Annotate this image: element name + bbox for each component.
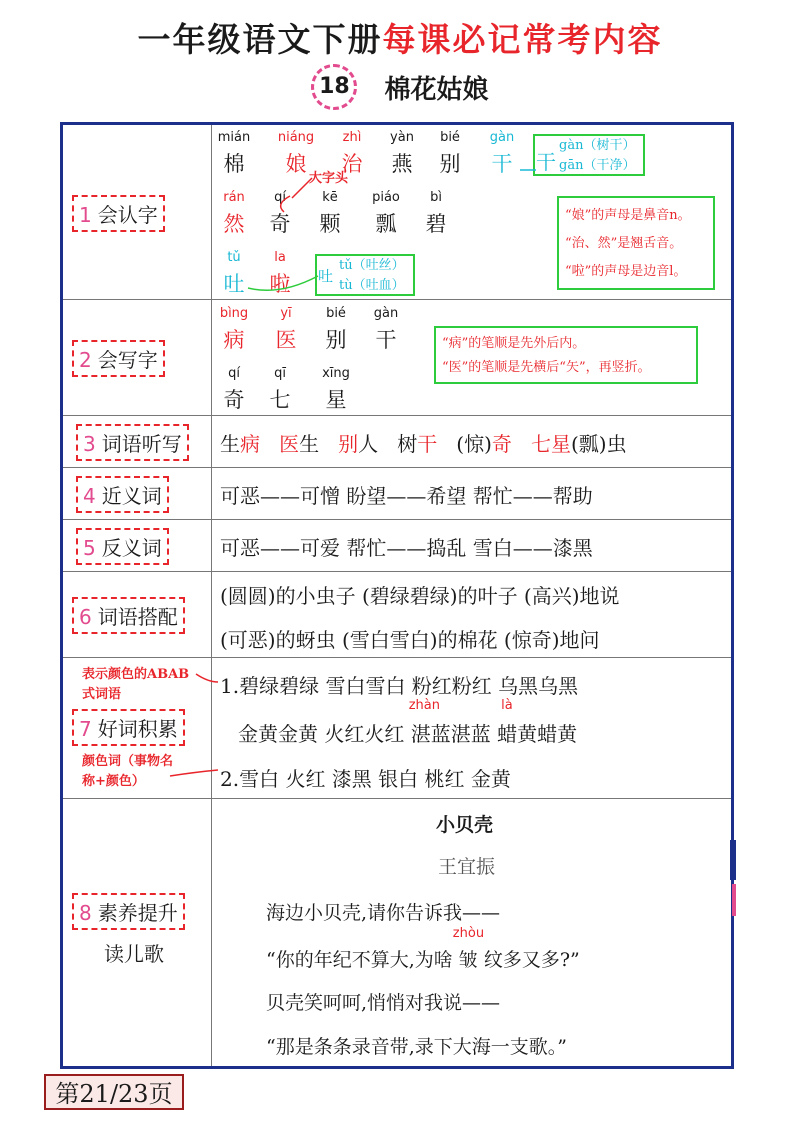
dictation-word: 别 — [338, 432, 359, 456]
gan-brace-char: 干 — [536, 150, 556, 174]
char-病: bìng 病 — [219, 306, 249, 352]
qi-annotation: 大字头 — [309, 171, 349, 186]
good-words-line-1: 1.碧绿碧绿 雪白雪白 粉红粉红 乌黑乌黑 — [220, 674, 579, 698]
char-啦: la 啦 — [269, 250, 291, 296]
zhan-pinyin: zhàn — [408, 698, 440, 713]
section-2-notes: “病”的笔顺是先外后内。 “医”的笔顺是先横后“矢”，再竖折。 — [434, 326, 698, 384]
char-然: rán 然 — [223, 190, 245, 236]
char-娘: niáng 娘 — [277, 130, 315, 176]
poem-title: 小贝壳 — [436, 814, 494, 836]
good-words-line-3: 2.雪白 火红 漆黑 银白 桃红 金黄 — [220, 767, 511, 791]
char-治: zhì 治 — [341, 130, 363, 176]
dictation-word: 生 — [299, 432, 339, 456]
char-奇: qí 奇 — [223, 366, 245, 412]
dictation-word: 干 — [417, 432, 438, 456]
char-碧: bì 碧 — [425, 190, 447, 236]
poem-line-3: 贝壳笑呵呵,悄悄对我说—— — [266, 992, 501, 1014]
zhou-pinyin: zhòu — [452, 926, 485, 941]
char-瓢: piáo 瓢 — [372, 190, 400, 236]
char-颗: kē 颗 — [319, 190, 341, 236]
char-别: bié 别 — [439, 130, 461, 176]
dictation-word: (惊) — [437, 432, 492, 456]
poem-author: 王宜振 — [438, 856, 496, 878]
section-label-2: 2 会写字 — [72, 340, 165, 377]
collocation-line-2: (可恶)的蚜虫 (雪白雪白)的棉花 (惊奇)地问 — [220, 628, 600, 652]
good-words-line-2: 金黄金黄 火红火红 zhàn 湛蓝湛蓝 là 蜡黄蜡黄 — [238, 698, 578, 746]
la-pinyin: là — [501, 698, 513, 713]
char-燕: yàn 燕 — [390, 130, 414, 176]
char-奇: qí 奇 — [269, 190, 291, 236]
edge-mark — [726, 840, 740, 920]
dictation-word: 人 树 — [358, 432, 418, 456]
section-label-4: 4 近义词 — [76, 476, 169, 513]
synonyms: 可恶——可憎 盼望——希望 帮忙——帮助 — [220, 484, 593, 508]
gan-pronunciation-box: gàn（树干） gān（干净） — [533, 134, 645, 176]
dictation-word: 生 — [220, 432, 240, 456]
char-别: bié 别 — [325, 306, 347, 352]
char-吐: tǔ 吐 — [223, 250, 245, 296]
lesson-number: 18 — [311, 64, 357, 110]
title-red: 每课必记常考内容 — [382, 20, 663, 59]
section-label-1: 1 会认字 — [72, 195, 165, 232]
antonyms: 可恶——可爱 帮忙——捣乱 雪白——漆黑 — [220, 536, 593, 560]
page-indicator: 第21/23页 — [44, 1074, 184, 1110]
dictation-word: (瓢)虫 — [571, 432, 627, 456]
dictation-word: 奇 — [491, 432, 512, 456]
section-label-8: 8 素养提升 — [72, 893, 185, 930]
char-干: gàn 干 — [373, 306, 399, 352]
annotation-color-words: 颜色词（事物名称+颜色） — [82, 754, 174, 789]
title-black: 一年级语文下册 — [137, 20, 383, 59]
lesson-name: 棉花姑娘 — [384, 74, 489, 105]
poem-line-4: “那是条条录音带,录下大海一支歌。” — [266, 1036, 567, 1058]
char-七: qī 七 — [269, 366, 291, 412]
section-label-3: 3 词语听写 — [76, 424, 189, 461]
annotation-abab: 表示颜色的ABAB式词语 — [82, 667, 190, 702]
dictation-word: 七星 — [531, 432, 571, 456]
char-干: gàn 干 — [489, 130, 515, 176]
char-棉: mián 棉 — [217, 130, 251, 176]
char-星: xīng 星 — [322, 366, 350, 412]
section-label-7: 7 好词积累 — [72, 709, 185, 746]
dictation-word: 医 — [279, 432, 300, 456]
section-label-5: 5 反义词 — [76, 528, 169, 565]
section-label-6: 6 词语搭配 — [72, 597, 185, 634]
tu-brace-char: 吐 — [318, 267, 334, 285]
char-医: yī 医 — [275, 306, 297, 352]
section-8-sublabel: 读儿歌 — [104, 942, 164, 966]
section-1-notes: “娘”的声母是鼻音n。 “治、然”是翘舌音。 “啦”的声母是边音l。 — [557, 196, 715, 290]
poem-line-2: “你的年纪不算大,为啥 zhòu 皱 纹多又多?” — [266, 926, 580, 971]
collocation-line-1: (圆圆)的小虫子 (碧绿碧绿)的叶子 (高兴)地说 — [220, 584, 620, 608]
tu-pronunciation-box: tǔ（吐丝） tù（吐血） — [315, 254, 415, 296]
dictation-word: 病 — [240, 432, 260, 456]
poem-line-1: 海边小贝壳,请你告诉我—— — [266, 902, 501, 924]
